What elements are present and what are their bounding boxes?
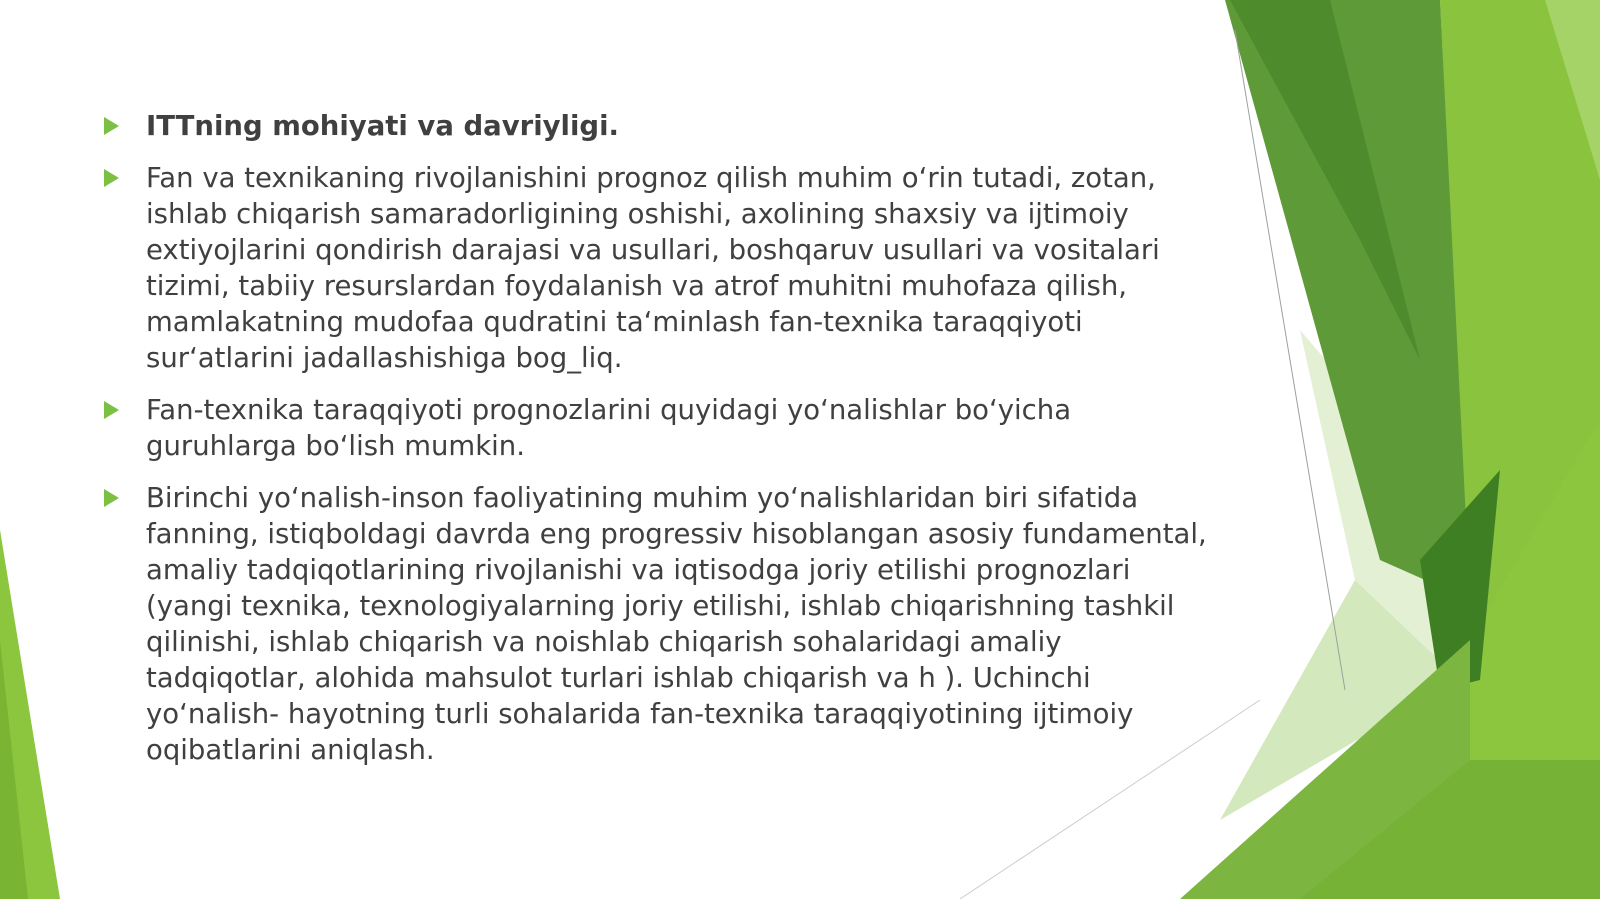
bullet-text: Fan va texnikaning rivojlanishini prognoz qilish muhim o‘rin tutadi, zotan, ishlab chiqarish samaradorligining oshishi, axolining shaxsiy va ijtimoiy extiyojlarini qondirish darajasi va usullari, boshqaruv usullari va vositalari tizimi, tabiiy resurslardan foydalanish va atrof muhitni muhofaza qilish, mamlakatning mudofaa qudratini ta‘minlash fan-texnika taraqqiyoti sur‘atlarini jadallashishiga bog_liq. xyxy=(146,162,1160,374)
triangle-bullet-icon xyxy=(104,489,119,507)
triangle-bullet-icon xyxy=(104,169,119,187)
bullet-text: ITTning mohiyati va davriyligi. xyxy=(146,110,619,142)
triangle-bullet-icon xyxy=(104,401,119,419)
triangle-bullet-icon xyxy=(104,117,119,135)
bullet-item xyxy=(100,392,1210,464)
bullet-text: Birinchi yo‘nalish-inson faoliyatining muhim yo‘nalishlaridan biri sifatida fanning, istiqboldagi davrda eng progressiv hisoblangan asosiy fundamental, amaliy tadqiqotlarining rivojlanishi va iqtisodga joriy etilishi prognozlari (yangi texnika, texnologiyalarning joriy etilishi, ishlab chiqarishning tashkil qilinishi, ishlab chiqarish va noishlab chiqarish sohalaridagi amaliy tadqiqotlar, alohida mahsulot turlari ishlab chiqarish va h ). Uchinchi yo‘nalish- hayotning turli sohalarida fan-texnika taraqqiyotining ijtimoiy oqibatlarini aniqlash. xyxy=(146,482,1207,766)
bullet-item xyxy=(100,480,1210,768)
bullet-text: Fan-texnika taraqqiyoti prognozlarini quyidagi yo‘nalishlar bo‘yicha guruhlarga bo‘lish mumkin. xyxy=(146,394,1072,462)
bullet-list xyxy=(100,108,1210,784)
bullet-item xyxy=(100,108,1210,144)
bullet-item xyxy=(100,160,1210,376)
